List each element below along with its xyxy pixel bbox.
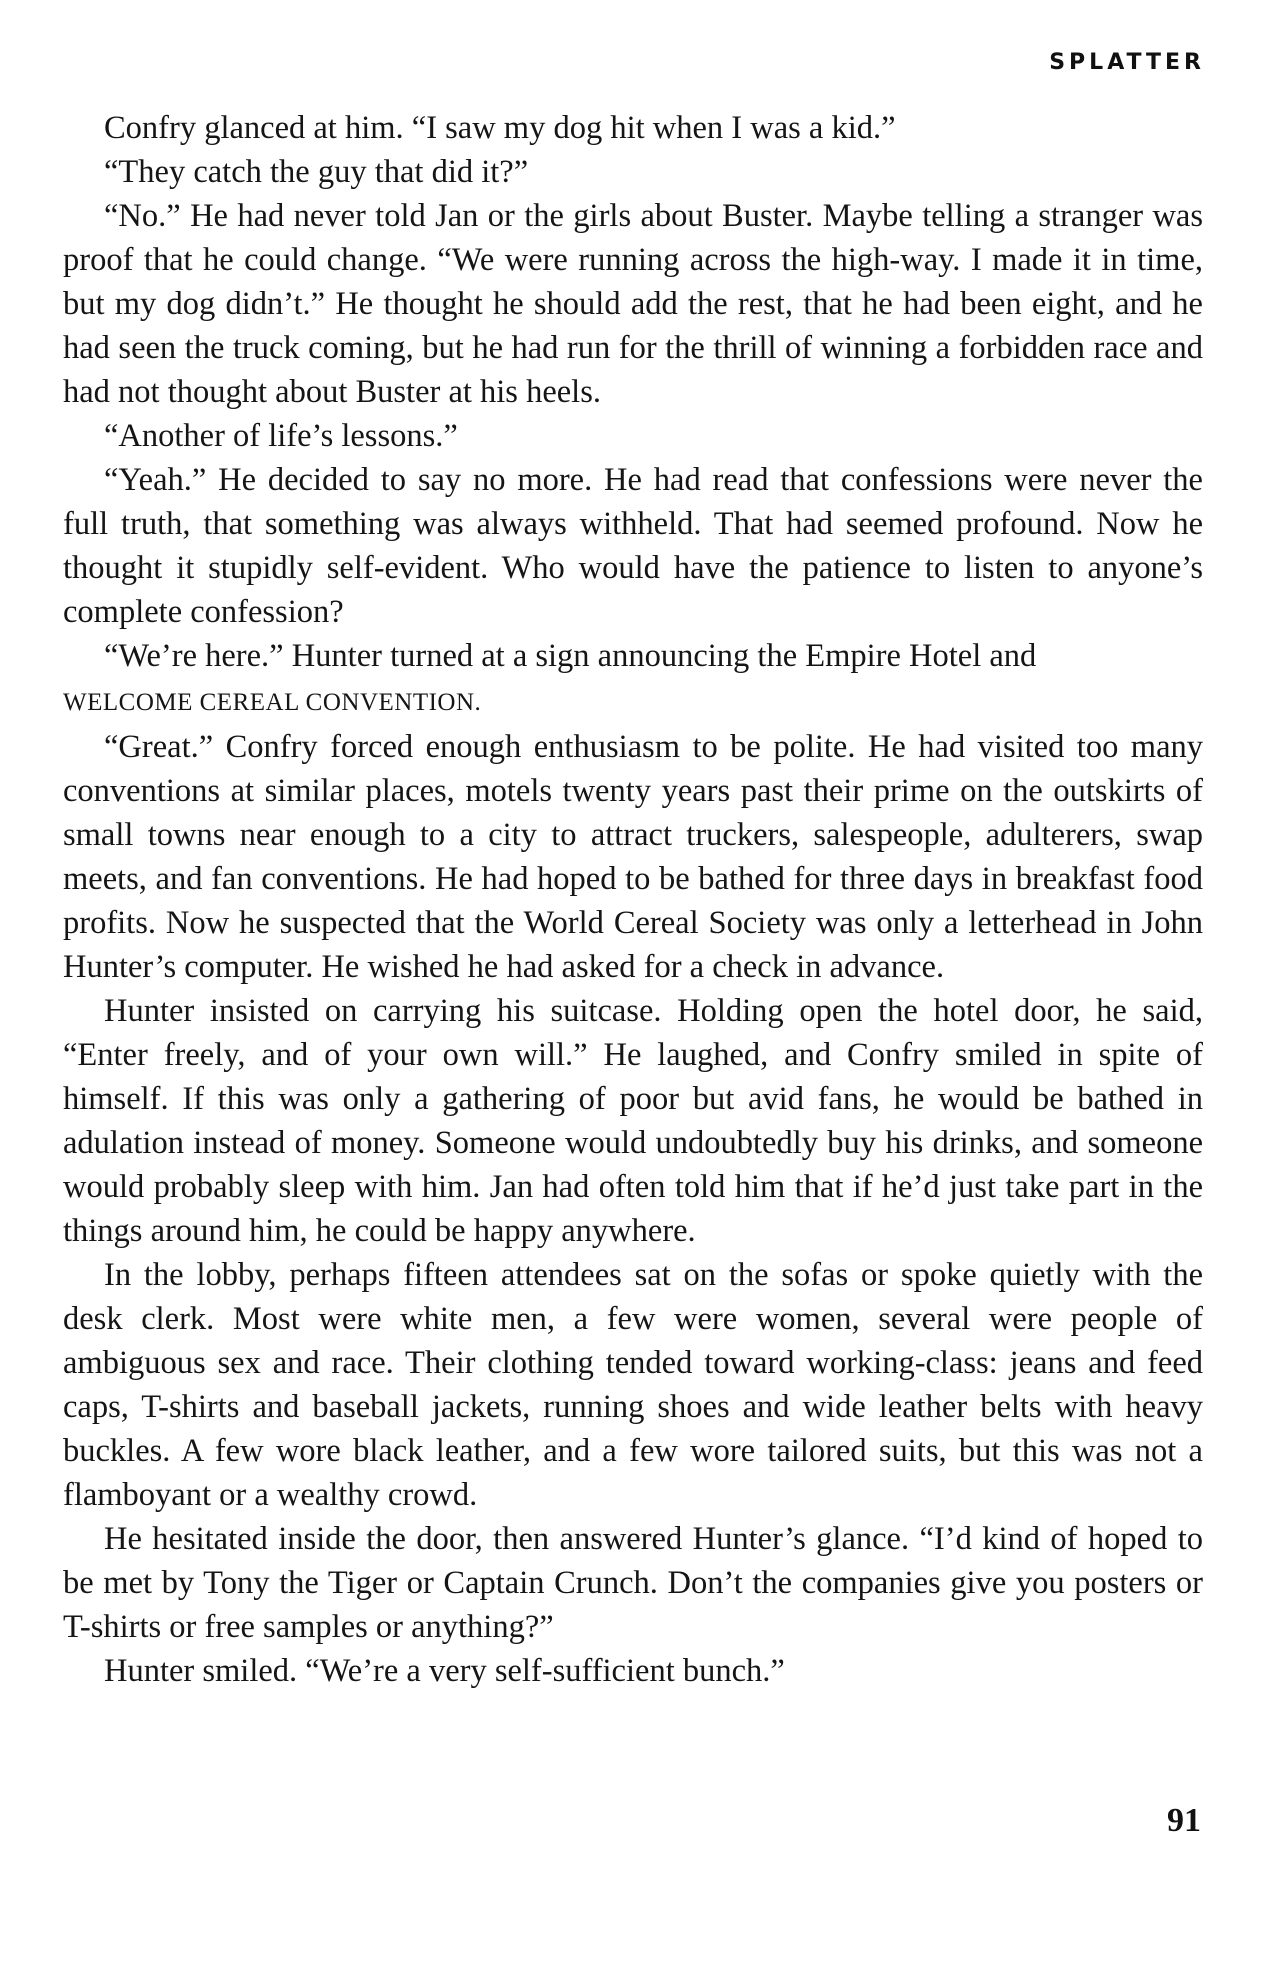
running-head: SPLATTER bbox=[1049, 50, 1205, 75]
body-text bbox=[63, 106, 1203, 1693]
paragraph: “Great.” Confry forced enough enthusiasm to be polite. He had visited too many conventions at similar places, motels twenty years past their prime on the outskirts of small towns near enough to a city to attract truckers, salespeople, adulterers, swap meets, and fan conventions. He had hoped to be bathed for three days in breakfast food profits. Now he suspected that the World Cereal Society was only a letterhead in John Hunter’s computer. He wished he had asked for a check in advance. bbox=[63, 729, 1203, 985]
paragraph: “Another of life’s lessons.” bbox=[104, 418, 458, 454]
paragraph: In the lobby, perhaps fifteen attendees sat on the sofas or spoke quietly with the desk clerk. Most were white men, a few were women, several were people of ambiguous sex and race. Their clothing tended toward working-class: jeans and feed caps, T-shirts and baseball jackets, running shoes and wide leather belts with heavy buckles. A few wore black leather, and a few wore tailored suits, but this was not a flamboyant or a wealthy crowd. bbox=[63, 1257, 1203, 1513]
paragraph: “No.” He had never told Jan or the girls about Buster. Maybe telling a stranger was proof that he could change. “We were running across the high-way. I made it in time, but my dog didn’t.” He thought he should add the rest, that he had been eight, and he had seen the truck coming, but he had run for the thrill of winning a forbidden race and had not thought about Buster at his heels. bbox=[63, 198, 1203, 410]
paragraph-text: “We’re here.” Hunter turned at a sign announcing the Empire Hotel and bbox=[104, 638, 1037, 674]
sign-text-smallcaps: WELCOME CEREAL CONVENTION. bbox=[63, 689, 482, 716]
paragraph: He hesitated inside the door, then answered Hunter’s glance. “I’d kind of hoped to be met by Tony the Tiger or Captain Crunch. Don’t the companies give you posters or T-shirts or free samples or anything?” bbox=[63, 1521, 1203, 1645]
paragraph: “They catch the guy that did it?” bbox=[104, 154, 529, 190]
page-number: 91 bbox=[1167, 1802, 1201, 1839]
paragraph: Hunter insisted on carrying his suitcase. Holding open the hotel door, he said, “Enter freely, and of your own will.” He laughed, and Confry smiled in spite of himself. If this was only a gathering of poor but avid fans, he would be bathed in adulation instead of money. Someone would undoubtedly buy his drinks, and someone would probably sleep with him. Jan had often told him that if he’d just take part in the things around him, he could be happy anywhere. bbox=[63, 993, 1203, 1249]
paragraph: Confry glanced at him. “I saw my dog hit when I was a kid.” bbox=[104, 110, 896, 146]
paragraph bbox=[63, 634, 1203, 725]
paragraph: Hunter smiled. “We’re a very self-sufficient bunch.” bbox=[104, 1653, 785, 1689]
paragraph: “Yeah.” He decided to say no more. He had read that confessions were never the full truth, that something was always withheld. That had seemed profound. Now he thought it stupidly self-evident. Who would have the patience to listen to anyone’s complete confession? bbox=[63, 462, 1203, 630]
